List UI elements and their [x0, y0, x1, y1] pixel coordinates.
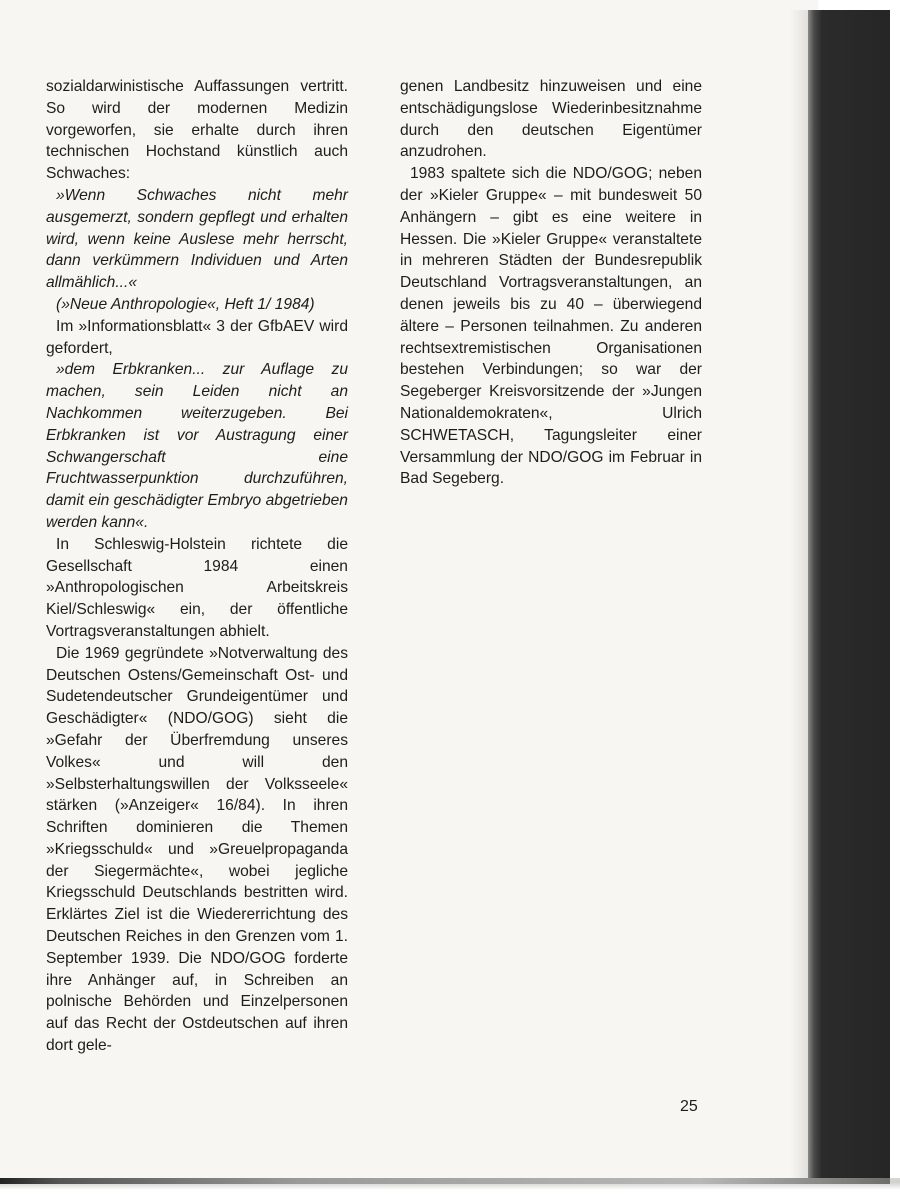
paragraph: 1983 spaltete sich die NDO/GOG; neben der »Kieler Gruppe« – mit bundesweit 50 Anhängern – gibt es eine weitere in Hessen. Die »Kieler Gruppe« veranstaltete in mehreren Städten der Bundesrepublik Deutschland Vortragsveranstaltungen, an denen jeweils bis zu 40 – überwiegend ältere – Personen teilnahmen. Zu anderen rechtsextremistischen Organisationen bestehen Verbindungen; so war der Segeberger Kreisvorsitzende der »Jungen Nationaldemokraten«, Ulrich SCHWETASCH, Tagungsleiter einer Versammlung der NDO/GOG im Februar in Bad Segeberg. — [400, 165, 702, 488]
page-edge-shadow — [0, 1178, 890, 1184]
page-bottom-edge — [0, 1178, 900, 1198]
quotation: »dem Erbkranken... zur Auflage zu machen, sein Leiden nicht an Nachkommen weiterzugeben. Bei Erbkranken ist vor Austragung einer Schwangerschaft eine Fruchtwasserpunktion durchzuführen, damit ein geschädigter Embryo abgetrieben werden kann«. — [46, 361, 348, 531]
paragraph: Im »Informationsblatt« 3 der GfbAEV wird gefordert, — [46, 317, 348, 357]
paragraph: In Schleswig-Holstein richtete die Gesellschaft 1984 einen »Anthropologischen Arbeitskreis Kiel/Schleswig« ein, der öffentliche Vortragsveranstaltungen abhielt. — [46, 535, 348, 640]
left-text-column — [46, 76, 348, 1057]
page-number: 25 — [680, 1098, 698, 1115]
page-gutter-shadow — [790, 10, 810, 1185]
quotation-source: (»Neue Anthropologie«, Heft 1/ 1984) — [56, 295, 315, 313]
paragraph: sozialdarwinistische Auffassungen vertritt. So wird der modernen Medizin vorgeworfen, sie erhalte durch ihren technischen Hochstand künstlich auch Schwaches: — [46, 78, 348, 183]
book-spine — [808, 10, 890, 1185]
right-text-column — [400, 76, 702, 490]
paragraph: Die 1969 gegründete »Notverwaltung des Deutschen Ostens/Gemeinschaft Ost- und Sudetendeutscher Grundeigentümer und Geschädigter« (NDO/GOG) sieht die »Gefahr der Überfremdung unseres Volkes« und will den »Selbsterhaltungswillen der Volksseele« stärken (»Anzeiger« 16/84). In ihren Schriften dominieren die Themen »Kriegsschuld« und »Greuelpropaganda der Siegermächte«, wobei jegliche Kriegsschuld Deutschlands bestritten wird. Erklärtes Ziel ist die Wiedererrichtung des Deutschen Reiches in den Grenzen vom 1. September 1939. Die NDO/GOG forderte ihre Anhänger auf, in Schreiben an polnische Behörden und Einzelpersonen auf das Recht der Ostdeutschen auf ihren dort gele- — [46, 644, 348, 1055]
paragraph: genen Landbesitz hinzuweisen und eine entschädigungslose Wiederinbesitznahme durch den deutschen Eigentümer anzudrohen. — [400, 78, 702, 161]
quotation: »Wenn Schwaches nicht mehr ausgemerzt, sondern gepflegt und erhalten wird, wenn keine Auslese mehr herrscht, dann verkümmern Individuen und Arten allmählich...« — [46, 186, 348, 292]
